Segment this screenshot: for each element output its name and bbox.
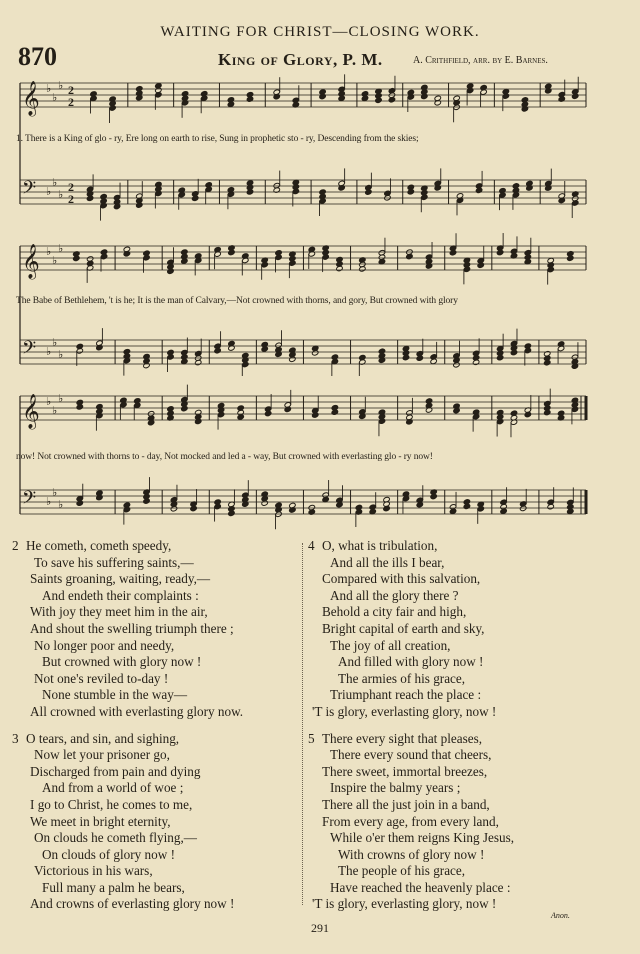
verse-line: None stumble in the way— xyxy=(42,687,188,703)
verse-line: On clouds he cometh flying,— xyxy=(34,830,197,846)
verse-line: He cometh, cometh speedy, xyxy=(26,538,172,553)
verse-line: There every sight that pleases, xyxy=(322,730,483,746)
verse-line: There every sound that cheers, xyxy=(330,747,492,763)
verse-line: We meet in bright eternity, xyxy=(30,813,171,829)
verse-line: Compared with this salvation, xyxy=(322,571,481,587)
verse-line: But crowned with glory now ! xyxy=(42,654,202,670)
bass-clef-icon: 𝄢 xyxy=(22,488,37,513)
flat-icon: ♭ xyxy=(52,255,58,267)
flat-icon: ♭ xyxy=(46,246,52,258)
flat-icon: ♭ xyxy=(52,487,58,499)
flat-icon: ♭ xyxy=(46,83,52,95)
verse-line: Inspire the balmy years ; xyxy=(330,780,461,796)
lyric-line-2: The Babe of Bethlehem, 't is he; It is the man of Calvary,—Not crowned with thorns, and gory, But crowned with glory xyxy=(16,296,458,306)
verse-line: All crowned with everlasting glory now. xyxy=(30,703,244,719)
verse-line: Have reached the heavenly place : xyxy=(330,879,511,895)
verse-line: O tears, and sin, and sighing, xyxy=(26,730,180,746)
sheet-music-graphic xyxy=(16,72,590,222)
verse-line: From every age, from every land, xyxy=(322,813,499,829)
verse-line: And filled with glory now ! xyxy=(338,654,484,670)
hymn-number: 870 xyxy=(18,42,57,71)
verse-number: 5 xyxy=(308,730,315,746)
verse-line: And shout the swelling triumph there ; xyxy=(30,620,234,636)
verse-line: The people of his grace, xyxy=(338,863,466,879)
flat-icon: ♭ xyxy=(58,393,64,405)
flat-icon: ♭ xyxy=(58,243,64,255)
verse-line: Bright capital of earth and sky, xyxy=(322,620,485,636)
verse-line: While o'er them reigns King Jesus, xyxy=(330,830,515,846)
verse-number: 3 xyxy=(12,730,19,746)
attribution: Anon. xyxy=(551,911,570,920)
time-signature: 2 xyxy=(68,83,74,97)
lyric-line-1: 1. There is a King of glo - ry, Ere long on earth to rise, Sung in prophetic sto - ry, Descending from the skies; xyxy=(16,134,419,144)
verse-line: 'T is glory, everlasting glory, now ! xyxy=(312,896,497,912)
verse-5 xyxy=(308,731,514,914)
verse-line: And all the ills I bear, xyxy=(330,554,445,570)
time-signature: 2 xyxy=(68,95,74,109)
verses-left-column xyxy=(12,538,243,923)
time-signature: 2 xyxy=(68,180,74,194)
treble-clef-icon: 𝄞 xyxy=(22,394,40,429)
verse-line: I go to Christ, he comes to me, xyxy=(30,796,193,812)
verse-line: Not one's reviled to-day ! xyxy=(34,670,169,686)
verse-line: O, what is tribulation, xyxy=(322,538,438,553)
verse-line: Now let your prisoner go, xyxy=(34,747,170,763)
flat-icon: ♭ xyxy=(58,499,64,511)
hymn-title: King of Glory, P. M. xyxy=(218,50,383,69)
verse-line: Triumphant reach the place : xyxy=(330,687,482,703)
verse-number: 2 xyxy=(12,538,19,553)
verse-line: There sweet, immortal breezes, xyxy=(322,763,488,779)
flat-icon: ♭ xyxy=(58,80,64,92)
verse-line: With crowns of glory now ! xyxy=(338,846,485,862)
music-system-2 xyxy=(16,226,590,376)
verse-line: No longer poor and needy, xyxy=(34,637,175,653)
flat-icon: ♭ xyxy=(46,496,52,508)
verse-line: 'T is glory, everlasting glory, now ! xyxy=(312,703,497,719)
verse-line: Victorious in his wars, xyxy=(34,863,153,879)
music-system-3 xyxy=(16,382,590,532)
verse-line: The armies of his grace, xyxy=(338,670,466,686)
verse-line: With joy they meet him in the air, xyxy=(30,604,208,620)
flat-icon: ♭ xyxy=(52,337,58,349)
flat-icon: ♭ xyxy=(58,349,64,361)
verse-line: On clouds of glory now ! xyxy=(42,846,175,862)
verse-2 xyxy=(12,538,243,721)
flat-icon: ♭ xyxy=(58,189,64,201)
verse-line: And crowns of everlasting glory now ! xyxy=(30,896,235,912)
flat-icon: ♭ xyxy=(52,405,58,417)
verse-line: There all the just join in a band, xyxy=(322,796,490,812)
verse-line: The joy of all creation, xyxy=(330,637,451,653)
time-signature: 2 xyxy=(68,192,74,206)
verse-line: And all the glory there ? xyxy=(330,587,459,603)
verse-line: Full many a palm he bears, xyxy=(42,879,185,895)
verse-line: And from a world of woe ; xyxy=(42,780,184,796)
verse-number: 4 xyxy=(308,538,315,553)
page-number: 291 xyxy=(311,921,329,935)
hymn-credit: A. Crithfield, arr. by E. Barnes. xyxy=(413,55,548,66)
bass-clef-icon: 𝄢 xyxy=(22,178,37,203)
treble-clef-icon: 𝄞 xyxy=(22,244,40,279)
verse-line: And endeth their complaints : xyxy=(42,587,199,603)
running-title: WAITING FOR CHRIST—CLOSING WORK. xyxy=(160,24,480,40)
verses-section xyxy=(0,538,640,918)
flat-icon: ♭ xyxy=(46,186,52,198)
flat-icon: ♭ xyxy=(52,92,58,104)
verse-3 xyxy=(12,731,243,914)
music-system-1 xyxy=(16,72,590,222)
column-divider xyxy=(302,543,304,905)
flat-icon: ♭ xyxy=(52,177,58,189)
verse-4 xyxy=(308,538,514,721)
lyric-line-3: now! Not crowned with thorns to - day, Not mocked and led a - way, But crowned with everlasting glo - ry now! xyxy=(16,452,433,462)
verse-line: Discharged from pain and dying xyxy=(30,763,201,779)
verse-line: Behold a city fair and high, xyxy=(322,604,467,620)
treble-clef-icon: 𝄞 xyxy=(22,81,40,116)
flat-icon: ♭ xyxy=(46,396,52,408)
verse-line: Saints groaning, waiting, ready,— xyxy=(30,571,211,587)
verse-line: To save his suffering saints,— xyxy=(34,554,194,570)
verses-right-column xyxy=(308,538,514,923)
bass-clef-icon: 𝄢 xyxy=(22,338,37,363)
flat-icon: ♭ xyxy=(46,346,52,358)
